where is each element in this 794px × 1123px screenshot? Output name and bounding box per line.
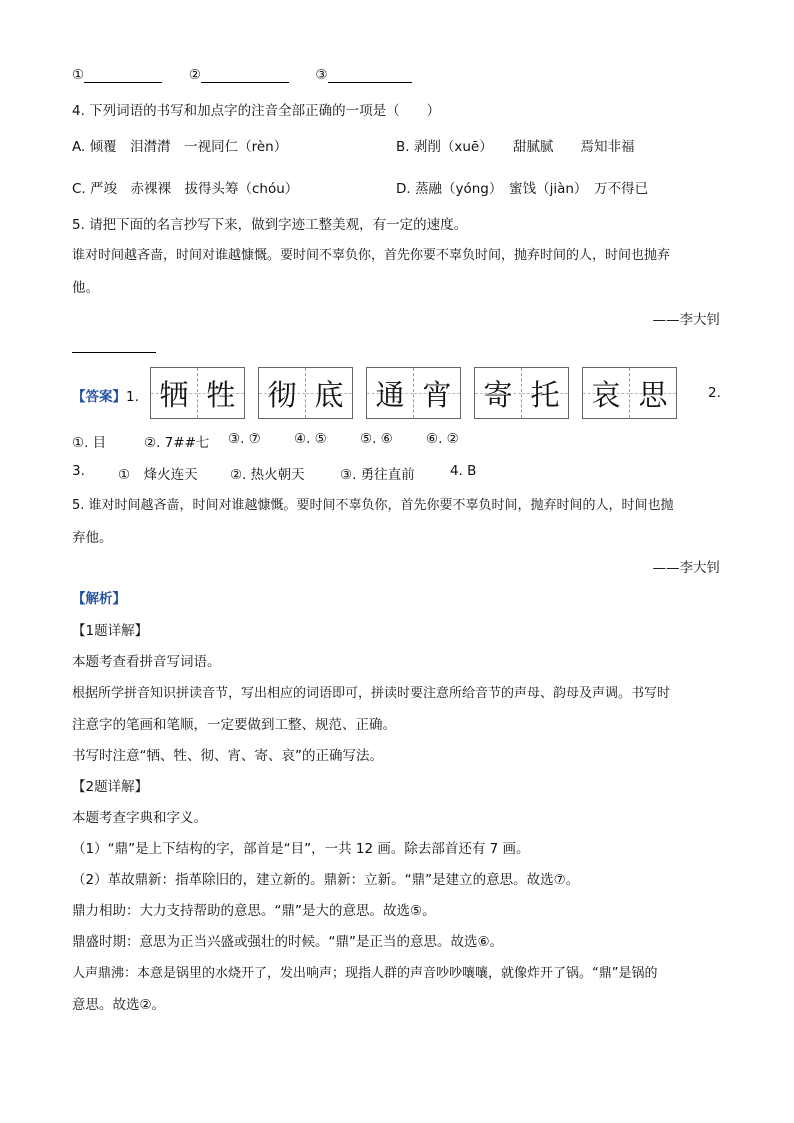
q2-answer-1: ①. 目 [72, 435, 107, 451]
analysis-p2-line1: 根据所学拼音知识拼读音节，写出相应的词语即可，拼读时要注意所给音节的声母、韵母及声调。书写时 [72, 686, 671, 701]
q5-stem: 5. 请把下面的名言抄写下来，做到字迹工整美观，有一定的速度。 [72, 217, 468, 233]
analysis-p1: 本题考查看拼音写词语。 [72, 654, 221, 670]
q4-answer: 4. B [450, 463, 477, 479]
q3-num: 3. [72, 463, 85, 479]
analysis-p6: （2）革故鼎新：指革除旧的，建立新的。鼎新：立新。“鼎”是建立的意思。故选⑦。 [72, 872, 580, 888]
char-box-2 [258, 367, 353, 419]
q5-answer-author: ——李大钊 [652, 560, 720, 576]
char-box-1 [150, 367, 245, 419]
char-5: 通 [375, 377, 405, 412]
analysis-heading-1: 【1题详解】 [72, 623, 149, 639]
analysis-p7: 鼎力相助：大力支持帮助的意思。“鼎”是大的意思。故选⑤。 [72, 903, 436, 919]
q4-stem: 4. 下列词语的书写和加点字的注音全部正确的一项是（ ） [72, 103, 441, 119]
analysis-p4: 本题考查字典和字义。 [72, 810, 207, 826]
q4-option-c: C. 严竣 赤裸裸 拔得头筹（chóu） [72, 181, 299, 197]
blank-label-3: ③ [315, 67, 328, 83]
analysis-p9-line2: 意思。故选②。 [72, 997, 166, 1013]
q4-option-d: D. 蒸融（yóng） 蜜饯（jiàn） 万不得已 [396, 181, 649, 197]
char-box-5 [582, 367, 677, 419]
char-8: 托 [530, 377, 560, 412]
blank-label-1: ① [72, 67, 85, 83]
char-6: 宵 [422, 377, 452, 412]
char-10: 思 [638, 377, 668, 412]
char-4: 底 [314, 377, 344, 412]
q4-option-a: A. 倾覆 泪潸潸 一视同仁（rèn） [72, 139, 288, 155]
blank-field-1[interactable] [84, 68, 162, 83]
q2-answer-4: ④. ⑤ [294, 431, 327, 447]
analysis-p8: 鼎盛时期：意思为正当兴盛或强壮的时候。“鼎”是正当的意思。故选⑥。 [72, 934, 504, 950]
blank-field-2[interactable] [201, 68, 289, 83]
char-3: 彻 [267, 377, 297, 412]
q5-quote-line1: 谁对时间越吝啬，时间对谁越慷慨。要时间不辜负你，首先你要不辜负时间，抛弃时间的人，时间也抛弃 [72, 248, 671, 263]
q2-answer-6: ⑥. ② [426, 431, 459, 447]
q4-option-b: B. 剥削（xuē） 甜腻腻 焉知非福 [396, 139, 635, 155]
q3-answer-2: ②. 热火朝天 [230, 467, 305, 483]
char-1: 牺 [159, 377, 189, 412]
answer-num-2: 2. [708, 385, 721, 401]
q3-answer-3: ③. 勇往直前 [340, 467, 415, 483]
q2-answer-2: ②. 7##七 [144, 435, 210, 451]
analysis-p2-line2: 注意字的笔画和笔顺，一定要做到工整、规范、正确。 [72, 717, 396, 733]
analysis-p3: 书写时注意“牺、牲、彻、宵、寄、哀”的正确写法。 [72, 748, 383, 764]
q2-answer-5: ⑤. ⑥ [360, 431, 393, 447]
answer-num-1: 1. [126, 389, 139, 405]
analysis-label: 【解析】 [72, 591, 126, 607]
analysis-p9-line1: 人声鼎沸：本意是锅里的水烧开了，发出响声；现指人群的声音吵吵嚷嚷，就像炸开了锅。“鼎”是锅的 [72, 966, 658, 981]
q3-answer-1: ① 烽火连天 [118, 467, 198, 483]
char-box-3 [366, 367, 461, 419]
analysis-heading-2: 【2题详解】 [72, 779, 149, 795]
q5-author: ——李大钊 [652, 312, 720, 328]
answer-label: 【答案】 [72, 389, 126, 405]
q2-answer-3: ③. ⑦ [228, 431, 261, 447]
char-box-4 [474, 367, 569, 419]
char-7: 寄 [483, 377, 513, 412]
char-9: 哀 [591, 377, 621, 412]
blank-label-2: ② [188, 67, 201, 83]
analysis-p5: （1）“鼎”是上下结构的字，部首是“目”，一共 12 画。除去部首还有 7 画。 [72, 841, 530, 857]
q5-answer-line1: 5. 谁对时间越吝啬，时间对谁越慷慨。要时间不辜负你，首先你要不辜负时间，抛弃时间的人，时间也抛 [72, 498, 674, 513]
q5-answer-line2: 弃他。 [72, 530, 113, 546]
blank-field-3[interactable] [328, 68, 412, 83]
section-divider [72, 352, 156, 353]
char-2: 牲 [206, 377, 236, 412]
q5-quote-line2: 他。 [72, 280, 99, 296]
answer-heading [72, 385, 139, 405]
blanks-row [72, 67, 412, 83]
